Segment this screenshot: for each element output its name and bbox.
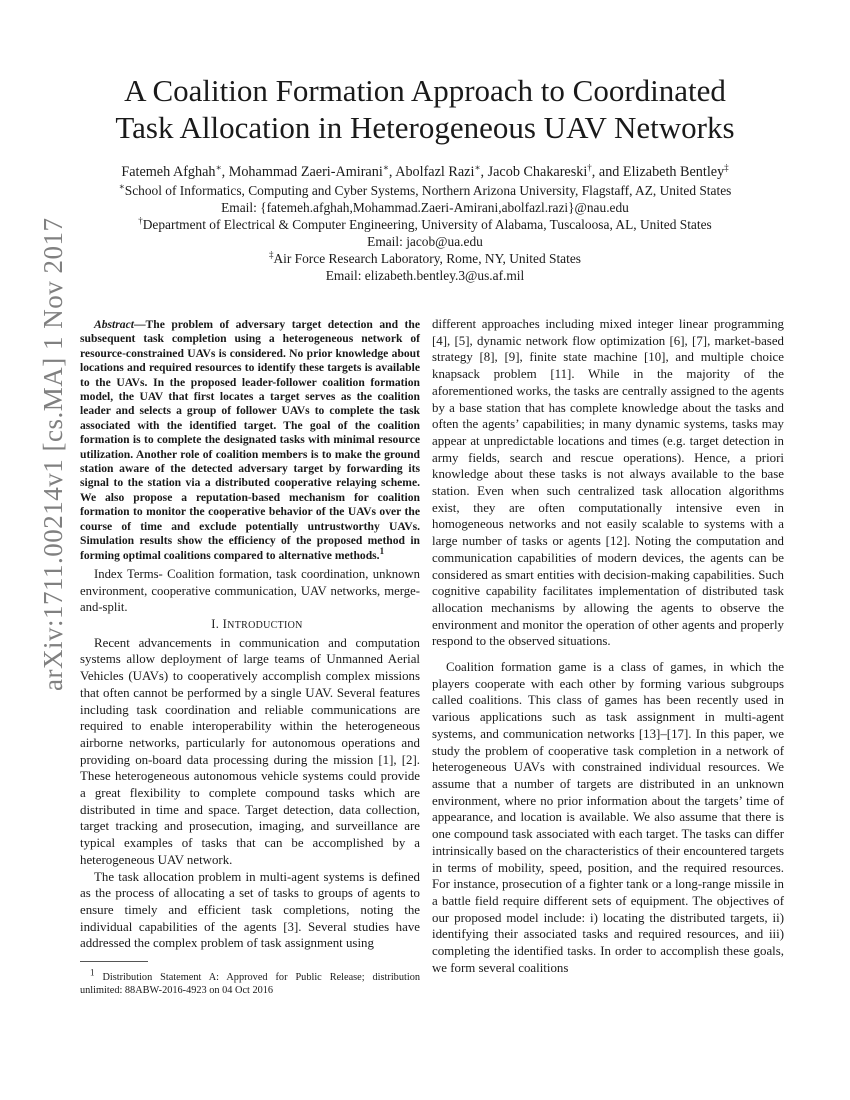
author-2-mark: ∗ [382, 162, 389, 173]
author-4-mark: † [587, 162, 592, 173]
author-5-mark: ‡ [724, 162, 729, 173]
affiliation-1-text: School of Informatics, Computing and Cyber Systems, Northern Arizona University, Flagstaff, AZ, United States [124, 183, 732, 198]
author-separator: , [591, 164, 596, 180]
paragraph-gap [432, 650, 784, 659]
footnote [80, 967, 420, 997]
abstract-footnote-mark[interactable]: 1 [379, 545, 385, 556]
left-column [80, 318, 420, 952]
affiliation-3 [60, 250, 790, 267]
affiliation-3-text: Air Force Research Laboratory, Rome, NY, United States [273, 251, 582, 266]
left-paragraph-2: The task allocation problem in multi-agent systems is defined as the process of allocating a set of tasks to groups of agents to ensure timely and efficient task completions, noting the individual capabilities of the agents [3]. Several studies have addressed the complex problem of task assignment using [80, 869, 420, 951]
arxiv-identifier[interactable]: arXiv:1711.00214v1 [cs.MA] 1 Nov 2017 [38, 217, 68, 691]
footnote-divider [80, 961, 148, 962]
author-3: Abolfazl Razi [395, 164, 475, 180]
affiliation-2 [60, 216, 790, 233]
author-separator: , [480, 164, 485, 180]
affiliation-3-mark: ‡ [268, 249, 274, 260]
affiliation-1-mark: ∗ [118, 181, 125, 192]
affiliation-1 [60, 182, 790, 199]
abstract-text: —The problem of adversary target detection and the subsequent task completion using a heterogeneous network of resource-constrained UAVs is considered. No prior knowledge about locations and required resources to identify these targets is available to the UAVs. In the proposed leader-follower coalition formation model, the UAV that first locates a target serves as the coalition leader and selects a group of follower UAVs to complete the task associated with the identified target. The goal of the coalition formation is to complete the designated tasks with minimal resource utilization. Another role of coalition members is to make the ground station aware of the detected adversary target by forwarding its signal to the station via a distributed cooperative relaying scheme. We also propose a reputation-based mechanism for coalition formation to monitor the cooperative behavior of the UAVs over the course of time and exclude potentially untrustworthy UAVs. Simulation results show the efficiency of the proposed method in forming optimal coalitions compared to alternative methods. [80, 318, 420, 562]
left-paragraph-1: Recent advancements in communication and computation systems allow deployment of large teams of Unmanned Aerial Vehicles (UAVs) to cooperatively accomplish complex missions that often cannot be performed by a single UAV. Several features including task coordination and reliable communications are required to enable interoperability within the heterogeneous airborne networks, particularly for autonomous operations and providing on-board data processing during the mission [1], [2]. These heterogeneous autonomous vehicle systems could provide a great flexibility to complete compound tasks which are distributed in time and space. Target detection, data collection, target tracking and prosecution, imaging, and surveillance are typical examples of tasks that can be accomplished by a heterogeneous UAV network. [80, 635, 420, 867]
affiliation-2-mark: † [138, 215, 143, 226]
author-3-mark: ∗ [474, 162, 481, 173]
author-separator: , [221, 164, 226, 180]
abstract [80, 318, 420, 563]
index-terms: Index Terms- Coalition formation, task coordination, unknown environment, cooperative communication, UAV networks, merge-and-split. [80, 566, 420, 615]
email-3[interactable]: Email: elizabeth.bentley.3@us.af.mil [325, 268, 525, 283]
title-line-2: Task Allocation in Heterogeneous UAV Networks [115, 110, 735, 145]
author-names [60, 164, 790, 181]
right-paragraph-1: different approaches including mixed integer linear programming [4], [5], dynamic network flow optimization [6], [7], market-based strategy [8], [9], finite state machine [10], and multiple choice knapsack problem [11]. While in the majority of the aforementioned works, the tasks are centrally assigned to the agents by a base station that has complete knowledge about the tasks and often the agents’ capabilities; in many dynamic systems, tasks may appear at unpredictable locations and times (e.g. target detection in army fields, search and rescue operations). Hence, a priori knowledge about these tasks is not always available to the base station. Even when such centralized task allocation algorithms exist, they are often computationally intensive even in homogeneous networks and not easily scalable to systems with a large number of tasks or agents [12]. Noting the computation and communication capabilities of modern devices, the agents can be considered as smart entities with decision-making capabilities. Such cognitive capability facilitates implementation of distributed task allocation mechanisms by allowing the agents to observe the environment and monitor the operation of other agents and properly respond to the observed situations. [432, 317, 784, 649]
footnote-text: Distribution Statement A: Approved for Public Release; distribution unlimited: 88ABW-2016-4923 on 04 Oct 2016 [80, 972, 420, 996]
abstract-label: Abstract [94, 318, 134, 331]
affiliation-2-text: Department of Electrical & Computer Engineering, University of Alabama, Tuscaloosa, AL, United States [142, 217, 712, 232]
author-5: and Elizabeth Bentley [598, 164, 725, 180]
email-1[interactable]: Email: {fatemeh.afghah,Mohammad.Zaeri-Amirani,abolfazl.razi}@nau.edu [221, 200, 629, 215]
paper-title [60, 72, 790, 146]
author-2: Mohammad Zaeri-Amirani [228, 164, 383, 180]
section-title: NTRODUCTION [227, 620, 303, 632]
email-2[interactable]: Email: jacob@ua.edu [367, 234, 483, 249]
author-4: Jacob Chakareski [487, 164, 588, 180]
section-numeral: I. I [211, 617, 228, 632]
right-paragraph-2: Coalition formation game is a class of games, in which the players cooperate with each other by forming various subgroups called coalitions. This class of games has been recently used in various applications such as task assignment in multi-agent systems, and communication networks [13]–[17]. In this paper, we study the problem of cooperative task completion in a network of heterogeneous UAVs with constrained individual resources. We assume that a number of targets are distributed in an unknown environment, where no prior information about the targets’ time of appearance, and location is available. We also assume that there is one compound task associated with each target. The tasks can differ intrinsically based on the characteristics of their encountered targets in terms of mobility, speed, position, and the required resources. For instance, prosecution of a fighter tank or a long-range missile in a battle field require different sets of equipment. The objectives of our proposed model include: i) locating the distributed targets, ii) identifying their associated tasks and required resources, and iii) completing the identified tasks. In order to accomplish these goals, we form several coalitions [432, 660, 784, 975]
footnote-mark: 1 [90, 967, 95, 978]
title-line-1: A Coalition Formation Approach to Coordinated [124, 73, 726, 108]
author-1: Fatemeh Afghah [121, 164, 216, 180]
right-column [432, 316, 784, 976]
author-block [60, 164, 790, 284]
author-1-mark: ∗ [215, 162, 222, 173]
author-separator: , [388, 164, 393, 180]
section-heading-introduction [80, 616, 420, 635]
